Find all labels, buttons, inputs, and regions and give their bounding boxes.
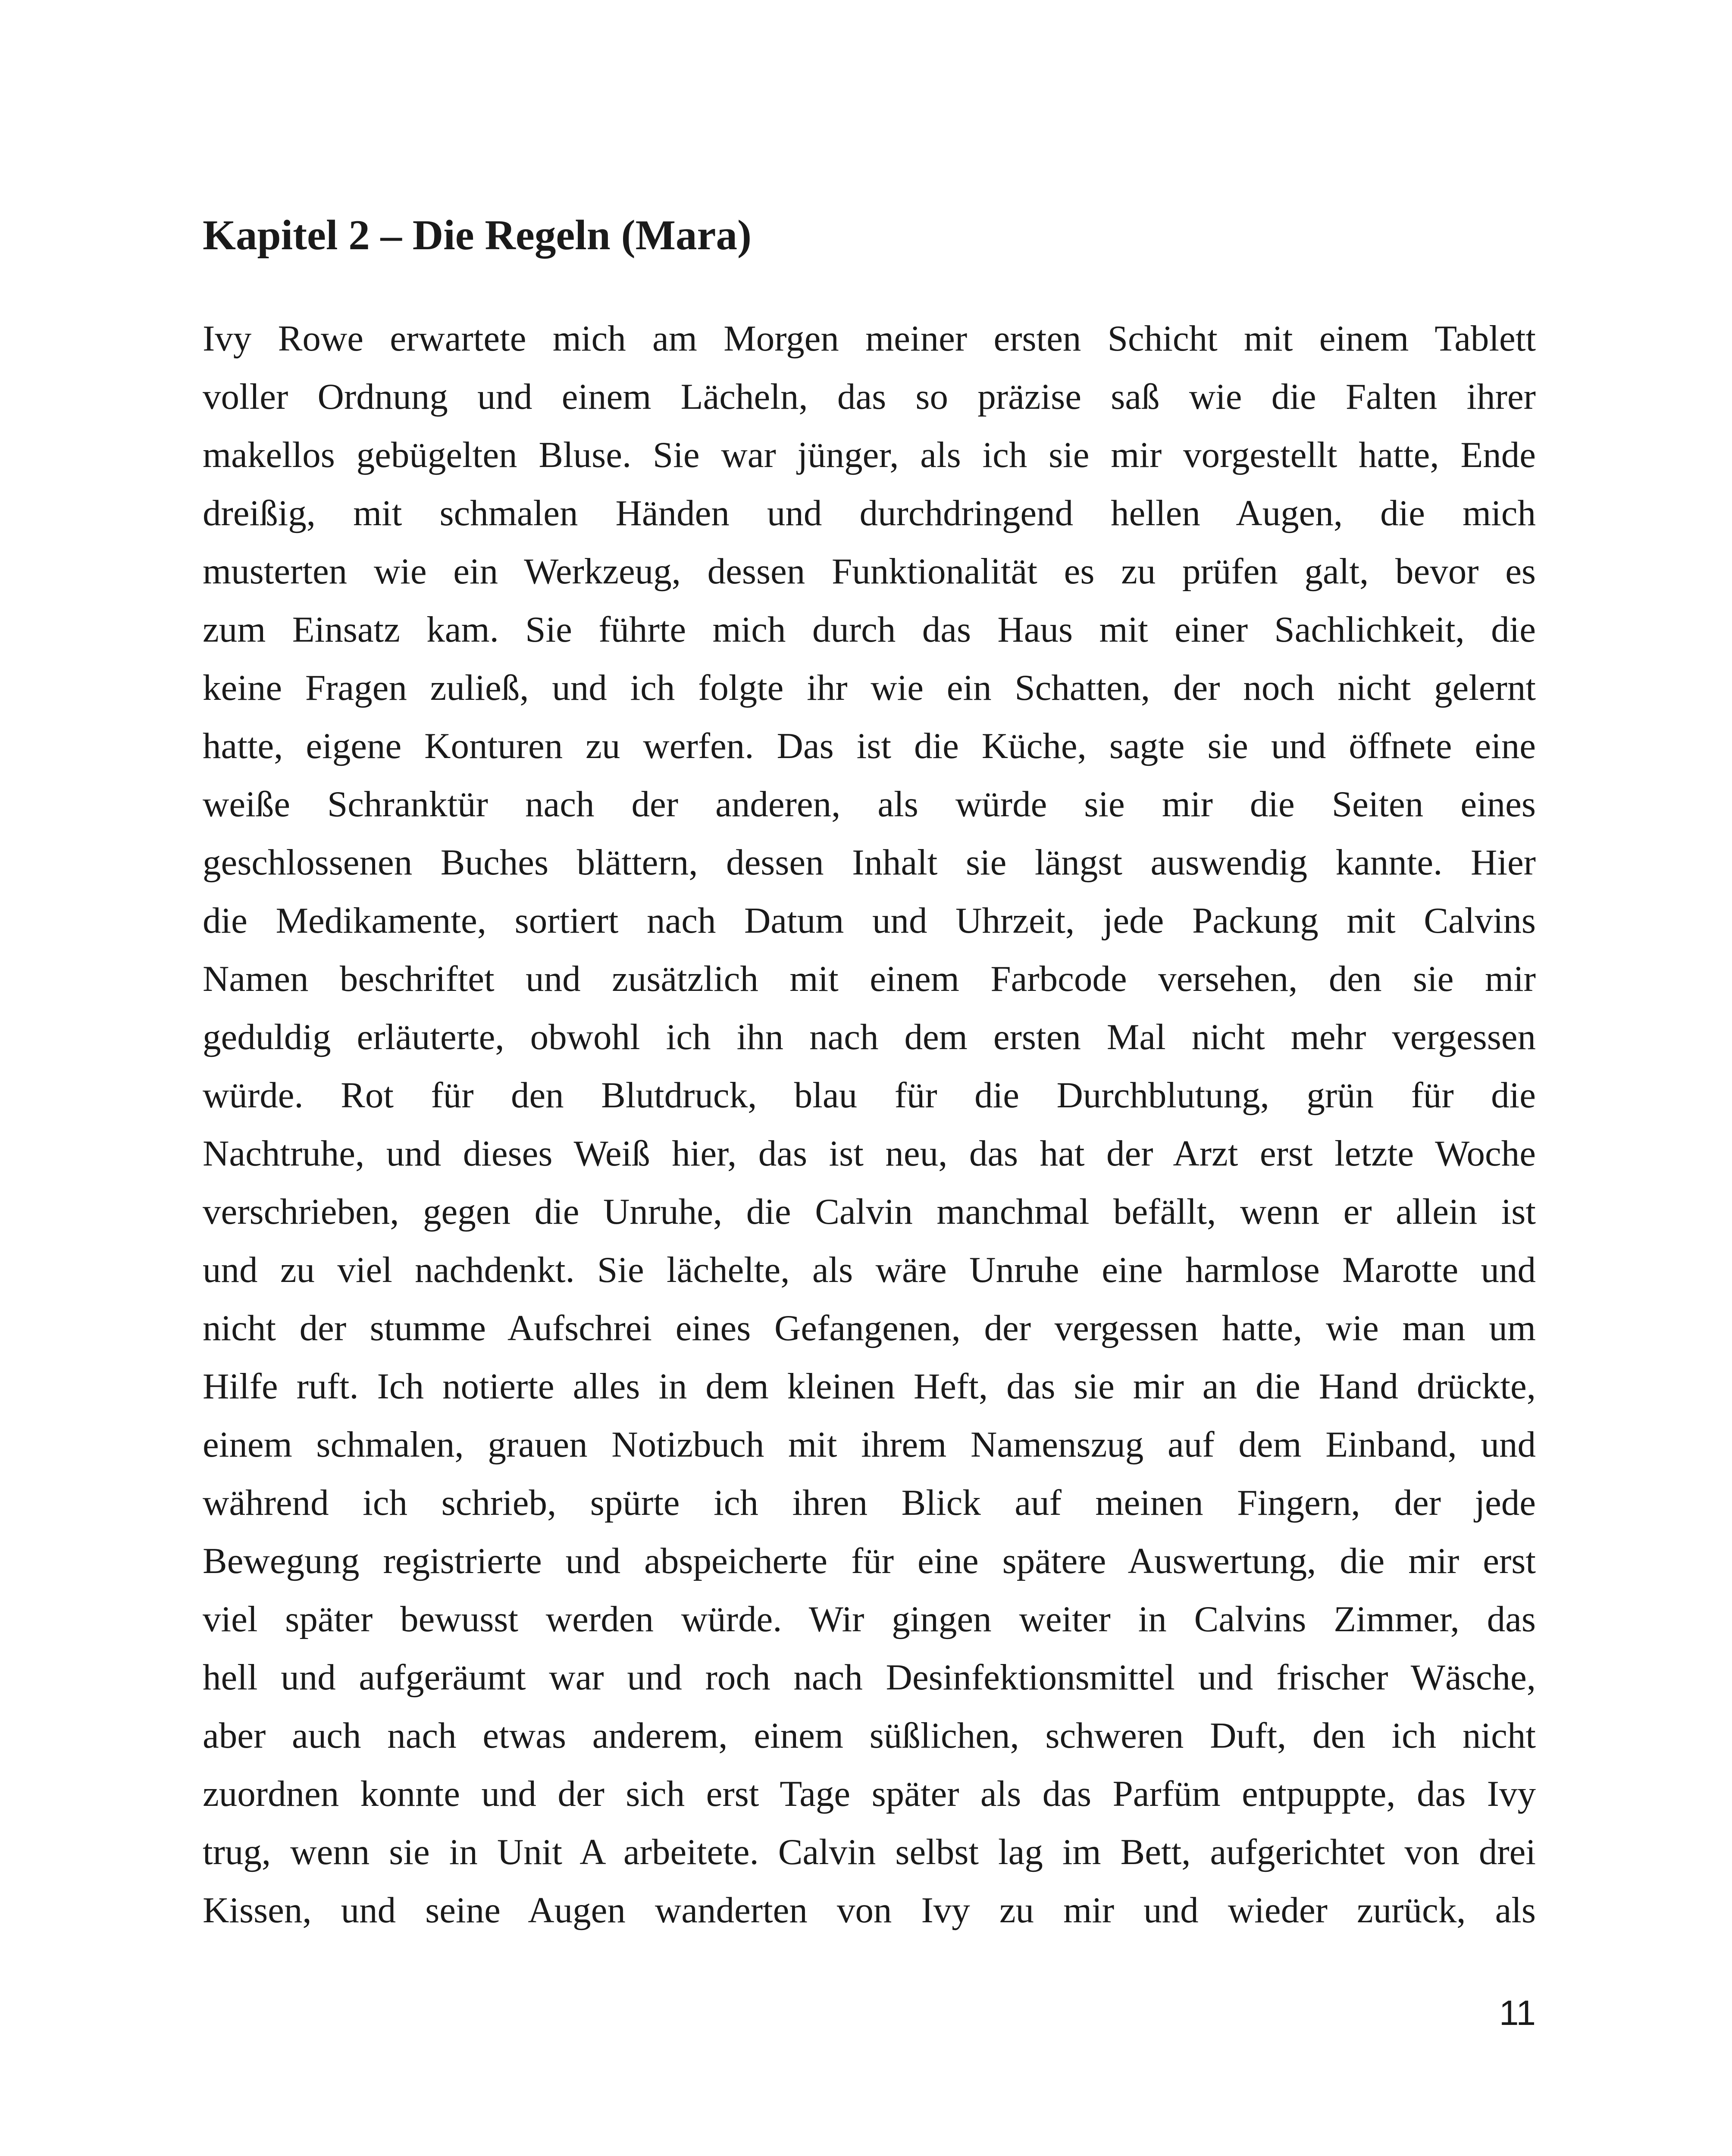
text-line: Bewegung registrierte und abspeicherte für eine spätere Auswertung, die mir erst: [203, 1541, 1536, 1581]
text-line: aber auch nach etwas anderem, einem süßlichen, schweren Duft, den ich nicht: [203, 1715, 1536, 1756]
text-line: einem schmalen, grauen Notizbuch mit ihrem Namenszug auf dem Einband, und: [203, 1424, 1536, 1465]
text-line: Namen beschriftet und zusätzlich mit einem Farbcode versehen, den sie mir: [203, 959, 1536, 999]
text-line: voller Ordnung und einem Lächeln, das so präzise saß wie die Falten ihrer: [203, 376, 1536, 417]
text-line: Ivy Rowe erwartete mich am Morgen meiner ersten Schicht mit einem Tablett: [203, 318, 1536, 359]
text-line: geschlossenen Buches blättern, dessen Inhalt sie längst auswendig kannte. Hier: [203, 842, 1536, 883]
text-line: dreißig, mit schmalen Händen und durchdringend hellen Augen, die mich: [203, 493, 1536, 533]
text-line: Hilfe ruft. Ich notierte alles in dem kleinen Heft, das sie mir an die Hand drückte,: [203, 1366, 1536, 1407]
text-line: keine Fragen zuließ, und ich folgte ihr wie ein Schatten, der noch nicht gelernt: [203, 667, 1536, 708]
text-line: hatte, eigene Konturen zu werfen. Das ist die Küche, sagte sie und öffnete eine: [203, 726, 1536, 766]
text-line: die Medikamente, sortiert nach Datum und Uhrzeit, jede Packung mit Calvins: [203, 900, 1536, 941]
chapter-title: Kapitel 2 – Die Regeln (Mara): [203, 212, 752, 259]
body-paragraph: [203, 310, 1536, 1940]
text-line: würde. Rot für den Blutdruck, blau für die Durchblutung, grün für die: [203, 1075, 1536, 1116]
text-line: zum Einsatz kam. Sie führte mich durch das Haus mit einer Sachlichkeit, die: [203, 609, 1536, 650]
text-line: während ich schrieb, spürte ich ihren Blick auf meinen Fingern, der jede: [203, 1482, 1536, 1523]
text-line: Nachtruhe, und dieses Weiß hier, das ist neu, das hat der Arzt erst letzte Woche: [203, 1133, 1536, 1174]
page-number: 11: [1499, 1993, 1536, 2033]
text-line: zuordnen konnte und der sich erst Tage später als das Parfüm entpuppte, das Ivy: [203, 1774, 1536, 1814]
text-line: und zu viel nachdenkt. Sie lächelte, als wäre Unruhe eine harmlose Marotte und: [203, 1250, 1536, 1290]
text-line: trug, wenn sie in Unit A arbeitete. Calvin selbst lag im Bett, aufgerichtet von drei: [203, 1832, 1536, 1872]
text-line: viel später bewusst werden würde. Wir gingen weiter in Calvins Zimmer, das: [203, 1599, 1536, 1639]
text-line: weiße Schranktür nach der anderen, als würde sie mir die Seiten eines: [203, 784, 1536, 824]
text-line: Kissen, und seine Augen wanderten von Ivy zu mir und wieder zurück, als: [203, 1890, 1536, 1930]
text-line: hell und aufgeräumt war und roch nach Desinfektionsmittel und frischer Wäsche,: [203, 1657, 1536, 1698]
text-line: musterten wie ein Werkzeug, dessen Funktionalität es zu prüfen galt, bevor es: [203, 551, 1536, 592]
text-line: makellos gebügelten Bluse. Sie war jünger, als ich sie mir vorgestellt hatte, Ende: [203, 435, 1536, 475]
text-line: geduldig erläuterte, obwohl ich ihn nach dem ersten Mal nicht mehr vergessen: [203, 1017, 1536, 1057]
text-line: verschrieben, gegen die Unruhe, die Calvin manchmal befällt, wenn er allein ist: [203, 1191, 1536, 1232]
text-line: nicht der stumme Aufschrei eines Gefangenen, der vergessen hatte, wie man um: [203, 1308, 1536, 1348]
